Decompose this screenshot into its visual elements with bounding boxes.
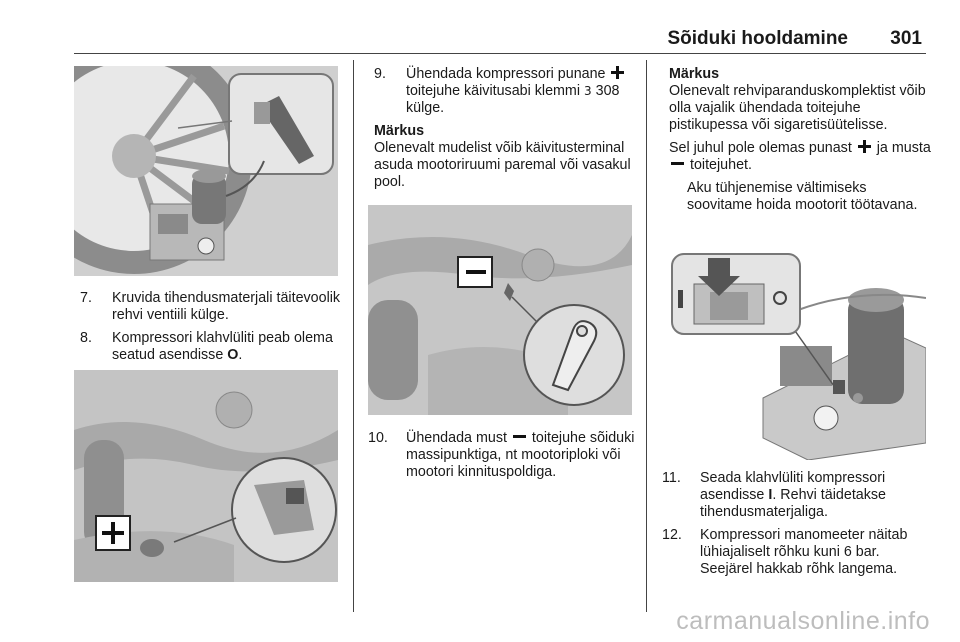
- item-number: 11.: [662, 470, 681, 486]
- item-text: Ühendada kompressori punane: [406, 66, 610, 82]
- figure-tire-compressor: [74, 66, 338, 276]
- note-text: Olenevalt rehviparanduskomplektist võib olla vajalik ühendada toitejuhe pistikupessa või sigaretisüütelisse.: [669, 83, 926, 133]
- paragraph-text: Sel juhul pole olemas punast: [669, 140, 856, 156]
- item-text: Kompressori manomeeter näitab lühiajaliselt rõhku kuni 6 bar. Seejärel hakkab rõhk langema.: [700, 527, 908, 577]
- item-text: Seada klahvlüliti kompressori asendisse: [700, 470, 886, 503]
- item-number: 9.: [374, 66, 386, 82]
- item-text: Kruvida tihendusmaterjali täitevoolik rehvi ventiili külge.: [112, 290, 341, 323]
- figure-minus-terminal: [368, 205, 632, 415]
- page-header: [74, 28, 926, 52]
- list-item-7: [80, 290, 342, 324]
- list-item-12: [662, 527, 934, 578]
- column-divider-1: [353, 60, 354, 612]
- middle-column-text-bottom: [368, 430, 638, 487]
- item-text: Kompressori klahvlüliti peab olema seatud asendisse: [112, 330, 333, 363]
- figure-compressor-switch: [668, 248, 926, 460]
- note-heading: Märkus: [669, 66, 720, 82]
- middle-column-text-top: [374, 66, 636, 197]
- item-text-end: .: [238, 347, 243, 363]
- advice-text: Aku tühjenemise vältimiseks soovitame hoida mootorit töötavana.: [687, 180, 918, 213]
- note-text: Olenevalt mudelist võib käivitusterminal asuda mootoriruumi paremal või vasakul pool.: [374, 140, 631, 190]
- no-cables-paragraph: [669, 140, 931, 174]
- item-number: 10.: [368, 430, 388, 446]
- list-item-10: [368, 430, 638, 481]
- switch-position-symbol: O: [227, 347, 239, 363]
- minus-icon: [671, 157, 684, 170]
- header-rule: [74, 53, 926, 54]
- plus-icon: [611, 66, 624, 79]
- item-number: 7.: [80, 290, 92, 306]
- paragraph-text-cont: ja musta: [872, 140, 931, 156]
- switch-position-symbol: I: [768, 487, 773, 503]
- note-heading: Märkus: [374, 123, 425, 139]
- item-number: 8.: [80, 330, 92, 346]
- page-reference-icon: 3: [584, 84, 592, 98]
- figure-plus-terminal: [74, 370, 338, 582]
- item-number: 12.: [662, 527, 682, 543]
- page-title: Sõiduki hooldamine: [667, 28, 848, 49]
- list-item-8: [80, 330, 342, 364]
- paragraph-text-end: toitejuhet.: [686, 157, 752, 173]
- right-column-text-top: [669, 66, 931, 214]
- plus-icon: [858, 140, 871, 153]
- item-text-cont: toitejuhe käivitusabi klemmi: [406, 83, 584, 99]
- right-column-text-bottom: [662, 470, 934, 584]
- minus-icon: [513, 430, 526, 443]
- item-text-end: 308 külge.: [406, 83, 620, 116]
- column-divider-2: [646, 60, 647, 612]
- list-item-9: [374, 66, 636, 117]
- page-number: 301: [890, 28, 922, 49]
- left-column-text: [80, 290, 342, 370]
- item-text: Ühendada must: [406, 430, 511, 446]
- item-text-end: . Rehvi täidetakse tihendusmaterjaliga.: [700, 487, 886, 520]
- item-text-cont: toitejuhe sõiduki massipunktiga, nt mootoriploki või mootori kinnituspoldiga.: [406, 430, 635, 480]
- watermark: carmanualsonline.info: [676, 607, 930, 635]
- list-item-11: [662, 470, 934, 521]
